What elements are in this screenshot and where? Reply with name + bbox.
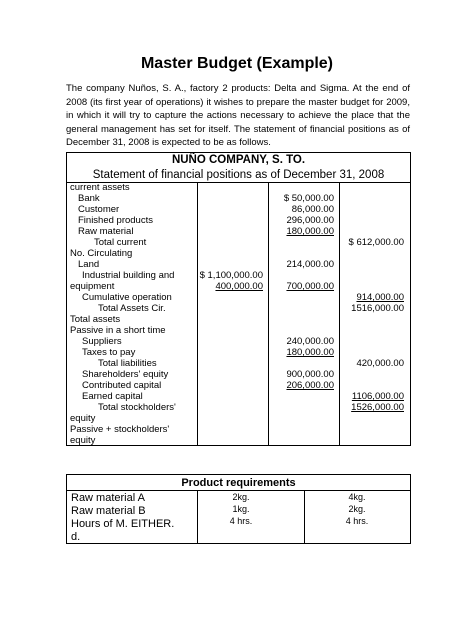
requirement-sigma: 2kg. <box>348 504 366 514</box>
requirement-label: Hours of M. EITHER. <box>71 518 175 530</box>
label-passive-short-time: Passive in a short time <box>70 325 166 336</box>
column-divider <box>197 490 198 543</box>
label-customer: Customer <box>78 204 120 215</box>
product-requirements-table <box>66 474 411 544</box>
value-shareholders-equity: 900,000.00 <box>286 369 334 380</box>
value-total-liabilities: 420,000.00 <box>356 358 404 369</box>
intro-line: general management has set for itself. The statement of financial positions as of <box>66 123 410 135</box>
requirements-title: Product requirements <box>181 477 296 489</box>
label-shareholders-equity: Shareholders' equity <box>82 369 169 380</box>
label-suppliers: Suppliers <box>82 336 122 347</box>
value-building-cost: $ 1,100,000.00 <box>199 270 263 281</box>
financial-statement-table <box>66 152 411 446</box>
label-finished-products: Finished products <box>78 215 153 226</box>
requirement-sigma: 4 hrs. <box>345 516 369 526</box>
label-total-stockholders: Total stockholders' <box>98 402 176 413</box>
label-total-assets-cir: Total Assets Cir. <box>98 303 166 314</box>
label-total-liabilities: Total liabilities <box>98 358 157 369</box>
value-taxes-to-pay: 180,000.00 <box>286 347 334 358</box>
column-divider <box>339 182 340 445</box>
value-contributed-capital: 206,000.00 <box>286 380 334 391</box>
value-total-stockholders: 1526,000.00 <box>351 402 404 413</box>
value-total-current: $ 612,000.00 <box>348 237 404 248</box>
requirement-delta: 1kg. <box>232 504 250 514</box>
requirement-label: Raw material A <box>71 492 145 504</box>
value-building-net: 700,000.00 <box>286 281 334 292</box>
label-total-assets: Total assets <box>70 314 121 325</box>
intro-line: 2008 (its first year of operations) it wishes to prepare the master budget for 2009, <box>66 96 410 108</box>
requirements-header-divider <box>67 490 410 491</box>
intro-line: in which it will try to capture the actions necessary to achieve the place that the <box>66 110 410 121</box>
value-bank: $ 50,000.00 <box>283 193 334 204</box>
label-current-assets: current assets <box>70 182 130 193</box>
value-suppliers: 240,000.00 <box>286 336 334 347</box>
intro-line: December 31, 2008 is expected to be as follows. <box>66 137 271 148</box>
value-equipment: 400,000.00 <box>215 281 263 292</box>
requirement-delta: 4 hrs. <box>229 516 253 526</box>
label-passive-plus-stockholders: Passive + stockholders' <box>70 424 170 435</box>
label-land: Land <box>78 259 100 270</box>
label-equipment: equipment <box>70 281 115 292</box>
value-earned-capital: 1106,000.00 <box>351 391 404 402</box>
column-divider <box>197 182 198 445</box>
label-equity: equity <box>70 413 96 424</box>
value-finished-products: 296,000.00 <box>286 215 334 226</box>
label-taxes-to-pay: Taxes to pay <box>82 347 136 358</box>
label-equity-2: equity <box>70 435 96 446</box>
value-customer: 86,000.00 <box>291 204 334 215</box>
label-bank: Bank <box>78 193 100 204</box>
label-industrial-building: Industrial building and <box>82 270 175 281</box>
requirement-delta: 2kg. <box>232 492 250 502</box>
value-cumulative-operation: 914,000.00 <box>356 292 404 303</box>
label-raw-material: Raw material <box>78 226 134 237</box>
column-divider <box>268 182 269 445</box>
label-cumulative-operation: Cumulative operation <box>82 292 172 303</box>
intro-line: The company Nuños, S. A., factory 2 products: Delta and Sigma. At the end of <box>66 83 410 94</box>
value-land: 214,000.00 <box>286 259 334 270</box>
requirement-label-tail: d. <box>71 531 81 543</box>
company-name: NUÑO COMPANY, S. TO. <box>171 154 306 166</box>
statement-subtitle: Statement of financial positions as of December 31, 2008 <box>92 169 385 181</box>
intro-paragraph <box>66 82 410 150</box>
column-divider <box>304 490 305 543</box>
requirement-sigma: 4kg. <box>348 492 366 502</box>
label-earned-capital: Earned capital <box>82 391 143 402</box>
requirement-label: Raw material B <box>71 505 146 517</box>
label-total-current: Total current <box>94 237 147 248</box>
document-title: Master Budget (Example) <box>140 55 334 72</box>
label-contributed-capital: Contributed capital <box>82 380 162 391</box>
value-raw-material: 180,000.00 <box>286 226 334 237</box>
label-non-circulating: No. Circulating <box>70 248 133 259</box>
value-total-assets-cir: 1516,000.00 <box>351 303 404 314</box>
